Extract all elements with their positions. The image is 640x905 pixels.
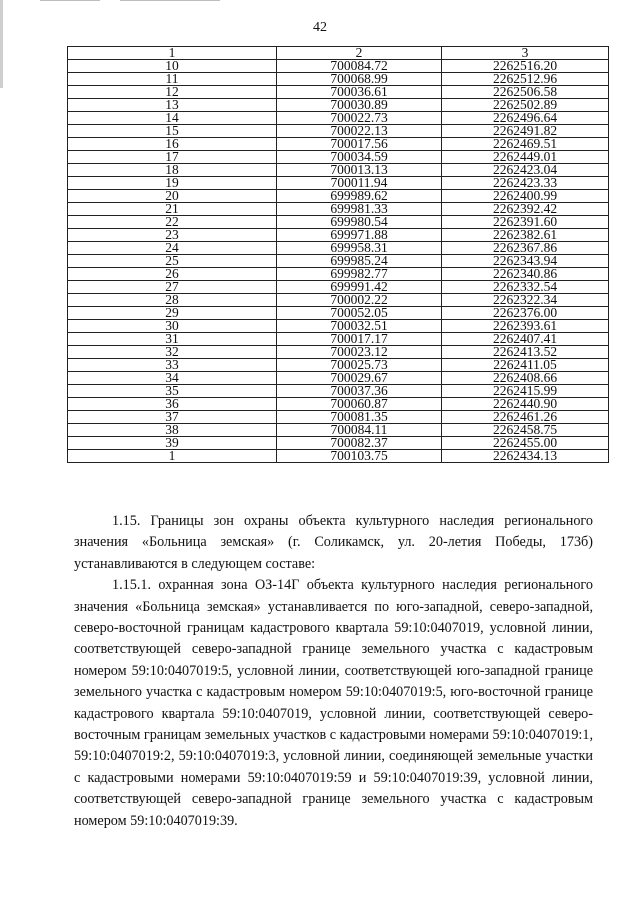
scan-artifact-line: [120, 0, 220, 1]
cell-point-number: 33: [68, 359, 277, 372]
cell-point-number: 14: [68, 112, 277, 125]
cell-y-coordinate: 2262423.33: [442, 177, 609, 190]
cell-y-coordinate: 2262415.99: [442, 385, 609, 398]
cell-y-coordinate: 2262496.64: [442, 112, 609, 125]
cell-x-coordinate: 700013.13: [277, 164, 442, 177]
cell-point-number: 37: [68, 411, 277, 424]
cell-point-number: 19: [68, 177, 277, 190]
cell-x-coordinate: 700052.05: [277, 307, 442, 320]
cell-point-number: 32: [68, 346, 277, 359]
cell-point-number: 1: [68, 450, 277, 463]
cell-y-coordinate: 2262516.20: [442, 60, 609, 73]
cell-point-number: 16: [68, 138, 277, 151]
cell-x-coordinate: 700017.17: [277, 333, 442, 346]
cell-x-coordinate: 700068.99: [277, 73, 442, 86]
column-header-point-number: 1: [68, 47, 277, 60]
cell-point-number: 12: [68, 86, 277, 99]
cell-point-number: 31: [68, 333, 277, 346]
cell-y-coordinate: 2262506.58: [442, 86, 609, 99]
cell-y-coordinate: 2262340.86: [442, 268, 609, 281]
cell-point-number: 29: [68, 307, 277, 320]
cell-point-number: 36: [68, 398, 277, 411]
cell-point-number: 34: [68, 372, 277, 385]
table-row: [68, 450, 609, 463]
cell-y-coordinate: 2262382.61: [442, 229, 609, 242]
scan-edge-mark: [0, 0, 3, 88]
table-body: [68, 60, 609, 463]
cell-y-coordinate: 2262469.51: [442, 138, 609, 151]
cell-y-coordinate: 2262376.00: [442, 307, 609, 320]
cell-x-coordinate: 700084.11: [277, 424, 442, 437]
cell-point-number: 23: [68, 229, 277, 242]
cell-x-coordinate: 699971.88: [277, 229, 442, 242]
cell-y-coordinate: 2262392.42: [442, 203, 609, 216]
cell-y-coordinate: 2262461.26: [442, 411, 609, 424]
cell-x-coordinate: 699958.31: [277, 242, 442, 255]
cell-point-number: 22: [68, 216, 277, 229]
cell-x-coordinate: 700023.12: [277, 346, 442, 359]
cell-x-coordinate: 700037.36: [277, 385, 442, 398]
cell-y-coordinate: 2262440.90: [442, 398, 609, 411]
column-header-y-coordinate: 3: [442, 47, 609, 60]
cell-point-number: 17: [68, 151, 277, 164]
cell-point-number: 15: [68, 125, 277, 138]
paragraph-1-15-1: 1.15.1. охранная зона ОЗ-14Г объекта культурного наследия регионального значения «Больница земская» устанавливается по юго-западной, северо-западной, северо-восточной границам кадастрового квартала 59:10:0407019, условной линии, соответствующей северо-западной границе земельного участка с кадастровым номером 59:10:0407019:5, условной линии, соответствующей юго-западной границе земельного участка с кадастровым номером 59:10:0407019:5, юго-восточной границе кадастрового квартала 59:10:0407019, условной линии, соответствующей северо-восточным границам земельных участков с кадастровыми номерами 59:10:0407019:1, 59:10:0407019:2, 59:10:0407019:3, условной линии, соединяющей земельные участки с кадастровыми номерами 59:10:0407019:59 и 59:10:0407019:39, условной линии, соответствующей северо-западной границе земельного участка с кадастровым номером 59:10:0407019:39.: [74, 577, 593, 829]
cell-y-coordinate: 2262400.99: [442, 190, 609, 203]
coordinates-table: [67, 46, 609, 463]
cell-y-coordinate: 2262322.34: [442, 294, 609, 307]
cell-x-coordinate: 700060.87: [277, 398, 442, 411]
cell-point-number: 21: [68, 203, 277, 216]
cell-x-coordinate: 700002.22: [277, 294, 442, 307]
cell-y-coordinate: 2262434.13: [442, 450, 609, 463]
cell-y-coordinate: 2262502.89: [442, 99, 609, 112]
cell-y-coordinate: 2262393.61: [442, 320, 609, 333]
cell-point-number: 35: [68, 385, 277, 398]
cell-x-coordinate: 700025.73: [277, 359, 442, 372]
cell-x-coordinate: 700084.72: [277, 60, 442, 73]
cell-x-coordinate: 700017.56: [277, 138, 442, 151]
cell-x-coordinate: 699985.24: [277, 255, 442, 268]
page-number: 42: [313, 20, 327, 35]
cell-y-coordinate: 2262512.96: [442, 73, 609, 86]
column-header-x-coordinate: 2: [277, 47, 442, 60]
cell-point-number: 30: [68, 320, 277, 333]
cell-y-coordinate: 2262449.01: [442, 151, 609, 164]
cell-y-coordinate: 2262413.52: [442, 346, 609, 359]
cell-x-coordinate: 700022.13: [277, 125, 442, 138]
scan-artifact-line: [40, 0, 100, 1]
cell-y-coordinate: 2262367.86: [442, 242, 609, 255]
cell-point-number: 24: [68, 242, 277, 255]
cell-y-coordinate: 2262491.82: [442, 125, 609, 138]
cell-x-coordinate: 700081.35: [277, 411, 442, 424]
cell-point-number: 11: [68, 73, 277, 86]
cell-x-coordinate: 700032.51: [277, 320, 442, 333]
cell-y-coordinate: 2262411.05: [442, 359, 609, 372]
cell-x-coordinate: 699989.62: [277, 190, 442, 203]
cell-point-number: 10: [68, 60, 277, 73]
cell-y-coordinate: 2262458.75: [442, 424, 609, 437]
cell-x-coordinate: 700011.94: [277, 177, 442, 190]
cell-x-coordinate: 700103.75: [277, 450, 442, 463]
cell-x-coordinate: 699991.42: [277, 281, 442, 294]
cell-y-coordinate: 2262391.60: [442, 216, 609, 229]
cell-x-coordinate: 699980.54: [277, 216, 442, 229]
cell-y-coordinate: 2262343.94: [442, 255, 609, 268]
cell-y-coordinate: 2262455.00: [442, 437, 609, 450]
cell-x-coordinate: 699981.33: [277, 203, 442, 216]
cell-point-number: 27: [68, 281, 277, 294]
cell-x-coordinate: 699982.77: [277, 268, 442, 281]
cell-point-number: 25: [68, 255, 277, 268]
cell-point-number: 26: [68, 268, 277, 281]
paragraph-1-15: 1.15. Границы зон охраны объекта культурного наследия регионального значения «Больница земская» (г. Соликамск, ул. 20-летия Победы, 173б) устанавливаются в следующем составе:: [74, 513, 593, 572]
cell-x-coordinate: 700036.61: [277, 86, 442, 99]
cell-x-coordinate: 700029.67: [277, 372, 442, 385]
cell-x-coordinate: 700030.89: [277, 99, 442, 112]
cell-x-coordinate: 700034.59: [277, 151, 442, 164]
cell-point-number: 38: [68, 424, 277, 437]
cell-point-number: 13: [68, 99, 277, 112]
cell-point-number: 18: [68, 164, 277, 177]
cell-y-coordinate: 2262423.04: [442, 164, 609, 177]
cell-y-coordinate: 2262332.54: [442, 281, 609, 294]
cell-point-number: 20: [68, 190, 277, 203]
cell-x-coordinate: 700022.73: [277, 112, 442, 125]
cell-y-coordinate: 2262407.41: [442, 333, 609, 346]
cell-y-coordinate: 2262408.66: [442, 372, 609, 385]
cell-point-number: 39: [68, 437, 277, 450]
cell-x-coordinate: 700082.37: [277, 437, 442, 450]
cell-point-number: 28: [68, 294, 277, 307]
body-text: [74, 511, 593, 832]
